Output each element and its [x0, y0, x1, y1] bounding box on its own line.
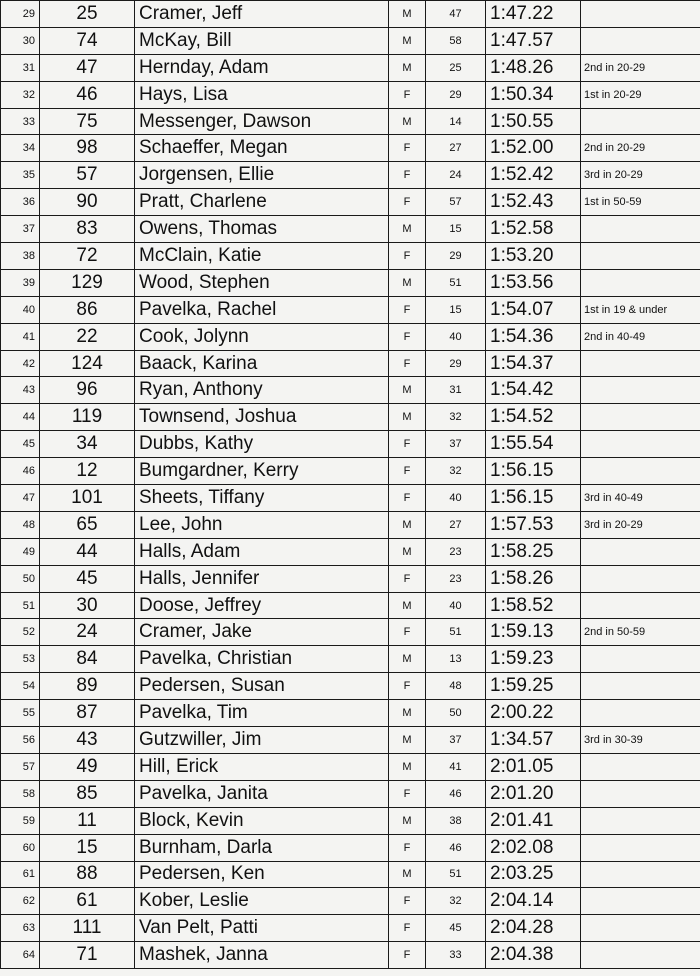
- age-group-award-cell: [581, 565, 700, 592]
- place-cell: 54: [1, 673, 40, 700]
- finish-time-cell: 2:02.08: [486, 834, 581, 861]
- age-cell: 33: [426, 942, 486, 969]
- finish-time-cell: 1:59.23: [486, 646, 581, 673]
- runner-name-cell: Wood, Stephen: [135, 269, 389, 296]
- age-cell: 29: [426, 81, 486, 108]
- place-cell: 63: [1, 915, 40, 942]
- table-row: [1, 753, 700, 780]
- place-cell: 36: [1, 189, 40, 216]
- runner-name-cell: Hernday, Adam: [135, 54, 389, 81]
- sex-cell: F: [389, 323, 426, 350]
- age-group-award-cell: 3rd in 40-49: [581, 485, 700, 512]
- table-row: [1, 296, 700, 323]
- bib-number-cell: 90: [40, 189, 135, 216]
- age-cell: 47: [426, 1, 486, 28]
- table-row: [1, 458, 700, 485]
- finish-time-cell: 2:03.25: [486, 861, 581, 888]
- age-cell: 29: [426, 350, 486, 377]
- age-group-award-cell: [581, 1, 700, 28]
- finish-time-cell: 1:56.15: [486, 485, 581, 512]
- age-group-award-cell: [581, 942, 700, 969]
- table-row: [1, 619, 700, 646]
- age-group-award-cell: 1st in 20-29: [581, 81, 700, 108]
- table-row: [1, 81, 700, 108]
- sex-cell: F: [389, 834, 426, 861]
- bib-number-cell: 83: [40, 216, 135, 243]
- age-cell: 27: [426, 511, 486, 538]
- age-group-award-cell: 2nd in 20-29: [581, 54, 700, 81]
- bib-number-cell: 96: [40, 377, 135, 404]
- finish-time-cell: 1:47.57: [486, 27, 581, 54]
- sex-cell: F: [389, 296, 426, 323]
- finish-time-cell: 1:50.55: [486, 108, 581, 135]
- bib-number-cell: 111: [40, 915, 135, 942]
- age-group-award-cell: 1st in 19 & under: [581, 296, 700, 323]
- place-cell: 52: [1, 619, 40, 646]
- age-group-award-cell: [581, 538, 700, 565]
- age-group-award-cell: 2nd in 50-59: [581, 619, 700, 646]
- place-cell: 46: [1, 458, 40, 485]
- finish-time-cell: 1:53.20: [486, 243, 581, 270]
- age-cell: 41: [426, 753, 486, 780]
- place-cell: 58: [1, 780, 40, 807]
- finish-time-cell: 2:04.14: [486, 888, 581, 915]
- age-cell: 32: [426, 404, 486, 431]
- age-group-award-cell: [581, 753, 700, 780]
- runner-name-cell: Ryan, Anthony: [135, 377, 389, 404]
- age-cell: 37: [426, 727, 486, 754]
- finish-time-cell: 1:56.15: [486, 458, 581, 485]
- sex-cell: M: [389, 538, 426, 565]
- bib-number-cell: 88: [40, 861, 135, 888]
- runner-name-cell: Messenger, Dawson: [135, 108, 389, 135]
- runner-name-cell: Van Pelt, Patti: [135, 915, 389, 942]
- age-cell: 40: [426, 323, 486, 350]
- age-group-award-cell: [581, 780, 700, 807]
- runner-name-cell: Pedersen, Ken: [135, 861, 389, 888]
- bib-number-cell: 12: [40, 458, 135, 485]
- bib-number-cell: 65: [40, 511, 135, 538]
- bib-number-cell: 89: [40, 673, 135, 700]
- table-row: [1, 834, 700, 861]
- age-group-award-cell: [581, 350, 700, 377]
- place-cell: 51: [1, 592, 40, 619]
- finish-time-cell: 1:59.25: [486, 673, 581, 700]
- age-cell: 13: [426, 646, 486, 673]
- bib-number-cell: 74: [40, 27, 135, 54]
- bib-number-cell: 11: [40, 807, 135, 834]
- finish-time-cell: 1:48.26: [486, 54, 581, 81]
- bib-number-cell: 22: [40, 323, 135, 350]
- table-row: [1, 431, 700, 458]
- sex-cell: F: [389, 565, 426, 592]
- finish-time-cell: 1:54.37: [486, 350, 581, 377]
- age-group-award-cell: [581, 807, 700, 834]
- table-row: [1, 861, 700, 888]
- sex-cell: F: [389, 350, 426, 377]
- sex-cell: F: [389, 619, 426, 646]
- place-cell: 64: [1, 942, 40, 969]
- age-group-award-cell: [581, 108, 700, 135]
- age-group-award-cell: [581, 216, 700, 243]
- finish-time-cell: 2:01.41: [486, 807, 581, 834]
- finish-time-cell: 1:58.52: [486, 592, 581, 619]
- age-cell: 58: [426, 27, 486, 54]
- finish-time-cell: 1:55.54: [486, 431, 581, 458]
- place-cell: 42: [1, 350, 40, 377]
- age-cell: 29: [426, 243, 486, 270]
- runner-name-cell: Schaeffer, Megan: [135, 135, 389, 162]
- finish-time-cell: 2:04.38: [486, 942, 581, 969]
- table-row: [1, 162, 700, 189]
- age-group-award-cell: 1st in 50-59: [581, 189, 700, 216]
- runner-name-cell: McClain, Katie: [135, 243, 389, 270]
- runner-name-cell: Pavelka, Janita: [135, 780, 389, 807]
- sex-cell: F: [389, 162, 426, 189]
- sex-cell: M: [389, 511, 426, 538]
- place-cell: 34: [1, 135, 40, 162]
- age-group-award-cell: [581, 834, 700, 861]
- table-row: [1, 135, 700, 162]
- bib-number-cell: 49: [40, 753, 135, 780]
- place-cell: 43: [1, 377, 40, 404]
- runner-name-cell: Kober, Leslie: [135, 888, 389, 915]
- place-cell: 55: [1, 700, 40, 727]
- runner-name-cell: Pavelka, Christian: [135, 646, 389, 673]
- runner-name-cell: Cook, Jolynn: [135, 323, 389, 350]
- place-cell: 31: [1, 54, 40, 81]
- age-group-award-cell: [581, 404, 700, 431]
- runner-name-cell: Jorgensen, Ellie: [135, 162, 389, 189]
- finish-time-cell: 1:54.52: [486, 404, 581, 431]
- bib-number-cell: 75: [40, 108, 135, 135]
- age-cell: 23: [426, 538, 486, 565]
- runner-name-cell: Sheets, Tiffany: [135, 485, 389, 512]
- age-cell: 15: [426, 216, 486, 243]
- table-row: [1, 888, 700, 915]
- finish-time-cell: 1:52.42: [486, 162, 581, 189]
- sex-cell: F: [389, 81, 426, 108]
- age-cell: 14: [426, 108, 486, 135]
- age-group-award-cell: [581, 592, 700, 619]
- age-cell: 46: [426, 834, 486, 861]
- finish-time-cell: 1:54.42: [486, 377, 581, 404]
- table-row: [1, 54, 700, 81]
- bib-number-cell: 30: [40, 592, 135, 619]
- runner-name-cell: Burnham, Darla: [135, 834, 389, 861]
- age-group-award-cell: 3rd in 30-39: [581, 727, 700, 754]
- sex-cell: M: [389, 592, 426, 619]
- table-row: [1, 485, 700, 512]
- runner-name-cell: Baack, Karina: [135, 350, 389, 377]
- sex-cell: F: [389, 243, 426, 270]
- bib-number-cell: 124: [40, 350, 135, 377]
- runner-name-cell: Pavelka, Rachel: [135, 296, 389, 323]
- age-group-award-cell: 3rd in 20-29: [581, 162, 700, 189]
- runner-name-cell: Mashek, Janna: [135, 942, 389, 969]
- finish-time-cell: 1:47.22: [486, 1, 581, 28]
- runner-name-cell: Cramer, Jeff: [135, 1, 389, 28]
- sex-cell: M: [389, 216, 426, 243]
- sex-cell: F: [389, 888, 426, 915]
- table-row: [1, 350, 700, 377]
- age-group-award-cell: [581, 269, 700, 296]
- table-row: [1, 565, 700, 592]
- place-cell: 33: [1, 108, 40, 135]
- table-row: [1, 646, 700, 673]
- table-row: [1, 108, 700, 135]
- age-cell: 37: [426, 431, 486, 458]
- bib-number-cell: 71: [40, 942, 135, 969]
- age-cell: 50: [426, 700, 486, 727]
- age-cell: 27: [426, 135, 486, 162]
- age-cell: 38: [426, 807, 486, 834]
- table-row: [1, 700, 700, 727]
- age-group-award-cell: [581, 861, 700, 888]
- runner-name-cell: Gutzwiller, Jim: [135, 727, 389, 754]
- age-cell: 45: [426, 915, 486, 942]
- bib-number-cell: 24: [40, 619, 135, 646]
- finish-time-cell: 1:50.34: [486, 81, 581, 108]
- age-group-award-cell: [581, 377, 700, 404]
- age-group-award-cell: [581, 431, 700, 458]
- place-cell: 38: [1, 243, 40, 270]
- bib-number-cell: 87: [40, 700, 135, 727]
- age-group-award-cell: [581, 888, 700, 915]
- runner-name-cell: Doose, Jeffrey: [135, 592, 389, 619]
- place-cell: 35: [1, 162, 40, 189]
- sex-cell: F: [389, 942, 426, 969]
- table-row: [1, 538, 700, 565]
- place-cell: 53: [1, 646, 40, 673]
- finish-time-cell: 1:34.57: [486, 727, 581, 754]
- age-cell: 51: [426, 619, 486, 646]
- place-cell: 29: [1, 1, 40, 28]
- finish-time-cell: 1:54.07: [486, 296, 581, 323]
- age-group-award-cell: [581, 700, 700, 727]
- age-cell: 57: [426, 189, 486, 216]
- finish-time-cell: 2:01.20: [486, 780, 581, 807]
- bib-number-cell: 61: [40, 888, 135, 915]
- finish-time-cell: 1:59.13: [486, 619, 581, 646]
- sex-cell: M: [389, 1, 426, 28]
- place-cell: 56: [1, 727, 40, 754]
- sex-cell: F: [389, 458, 426, 485]
- finish-time-cell: 1:58.25: [486, 538, 581, 565]
- table-row: [1, 243, 700, 270]
- bib-number-cell: 85: [40, 780, 135, 807]
- bib-number-cell: 57: [40, 162, 135, 189]
- age-group-award-cell: [581, 915, 700, 942]
- sex-cell: M: [389, 727, 426, 754]
- sex-cell: F: [389, 485, 426, 512]
- bib-number-cell: 25: [40, 1, 135, 28]
- table-row: [1, 323, 700, 350]
- age-cell: 51: [426, 861, 486, 888]
- age-cell: 46: [426, 780, 486, 807]
- runner-name-cell: Pavelka, Tim: [135, 700, 389, 727]
- runner-name-cell: Cramer, Jake: [135, 619, 389, 646]
- table-row: [1, 377, 700, 404]
- table-row: [1, 915, 700, 942]
- sex-cell: M: [389, 377, 426, 404]
- place-cell: 32: [1, 81, 40, 108]
- place-cell: 60: [1, 834, 40, 861]
- finish-time-cell: 2:00.22: [486, 700, 581, 727]
- table-row: [1, 404, 700, 431]
- bib-number-cell: 129: [40, 269, 135, 296]
- sex-cell: F: [389, 189, 426, 216]
- sex-cell: M: [389, 700, 426, 727]
- place-cell: 45: [1, 431, 40, 458]
- age-cell: 24: [426, 162, 486, 189]
- age-cell: 48: [426, 673, 486, 700]
- table-row: [1, 1, 700, 28]
- age-group-award-cell: [581, 243, 700, 270]
- bib-number-cell: 98: [40, 135, 135, 162]
- place-cell: 39: [1, 269, 40, 296]
- sex-cell: M: [389, 753, 426, 780]
- bib-number-cell: 43: [40, 727, 135, 754]
- runner-name-cell: Townsend, Joshua: [135, 404, 389, 431]
- place-cell: 40: [1, 296, 40, 323]
- place-cell: 49: [1, 538, 40, 565]
- runner-name-cell: Lee, John: [135, 511, 389, 538]
- age-cell: 23: [426, 565, 486, 592]
- table-row: [1, 673, 700, 700]
- finish-time-cell: 1:52.43: [486, 189, 581, 216]
- sex-cell: F: [389, 915, 426, 942]
- sex-cell: M: [389, 404, 426, 431]
- age-group-award-cell: [581, 27, 700, 54]
- table-row: [1, 269, 700, 296]
- bib-number-cell: 44: [40, 538, 135, 565]
- finish-time-cell: 1:58.26: [486, 565, 581, 592]
- place-cell: 37: [1, 216, 40, 243]
- table-row: [1, 942, 700, 969]
- age-cell: 40: [426, 485, 486, 512]
- sex-cell: M: [389, 807, 426, 834]
- place-cell: 57: [1, 753, 40, 780]
- age-cell: 32: [426, 458, 486, 485]
- finish-time-cell: 1:57.53: [486, 511, 581, 538]
- bib-number-cell: 119: [40, 404, 135, 431]
- table-row: [1, 216, 700, 243]
- place-cell: 61: [1, 861, 40, 888]
- place-cell: 62: [1, 888, 40, 915]
- bib-number-cell: 84: [40, 646, 135, 673]
- table-row: [1, 780, 700, 807]
- runner-name-cell: Bumgardner, Kerry: [135, 458, 389, 485]
- age-cell: 25: [426, 54, 486, 81]
- bib-number-cell: 47: [40, 54, 135, 81]
- sex-cell: F: [389, 673, 426, 700]
- finish-time-cell: 1:52.00: [486, 135, 581, 162]
- bib-number-cell: 34: [40, 431, 135, 458]
- runner-name-cell: McKay, Bill: [135, 27, 389, 54]
- runner-name-cell: Block, Kevin: [135, 807, 389, 834]
- bib-number-cell: 72: [40, 243, 135, 270]
- table-row: [1, 27, 700, 54]
- bib-number-cell: 101: [40, 485, 135, 512]
- age-cell: 40: [426, 592, 486, 619]
- sex-cell: M: [389, 54, 426, 81]
- age-cell: 32: [426, 888, 486, 915]
- place-cell: 48: [1, 511, 40, 538]
- runner-name-cell: Dubbs, Kathy: [135, 431, 389, 458]
- table-row: [1, 592, 700, 619]
- bib-number-cell: 15: [40, 834, 135, 861]
- sex-cell: M: [389, 108, 426, 135]
- runner-name-cell: Halls, Jennifer: [135, 565, 389, 592]
- place-cell: 44: [1, 404, 40, 431]
- bib-number-cell: 45: [40, 565, 135, 592]
- age-group-award-cell: 3rd in 20-29: [581, 511, 700, 538]
- sex-cell: F: [389, 135, 426, 162]
- sex-cell: M: [389, 269, 426, 296]
- table-row: [1, 189, 700, 216]
- bib-number-cell: 86: [40, 296, 135, 323]
- runner-name-cell: Pedersen, Susan: [135, 673, 389, 700]
- runner-name-cell: Halls, Adam: [135, 538, 389, 565]
- age-group-award-cell: [581, 673, 700, 700]
- age-group-award-cell: 2nd in 40-49: [581, 323, 700, 350]
- age-group-award-cell: [581, 646, 700, 673]
- finish-time-cell: 1:52.58: [486, 216, 581, 243]
- finish-time-cell: 1:53.56: [486, 269, 581, 296]
- place-cell: 47: [1, 485, 40, 512]
- bib-number-cell: 46: [40, 81, 135, 108]
- runner-name-cell: Pratt, Charlene: [135, 189, 389, 216]
- table-row: [1, 727, 700, 754]
- finish-time-cell: 1:54.36: [486, 323, 581, 350]
- place-cell: 41: [1, 323, 40, 350]
- finish-time-cell: 2:04.28: [486, 915, 581, 942]
- runner-name-cell: Hays, Lisa: [135, 81, 389, 108]
- table-row: [1, 807, 700, 834]
- sex-cell: M: [389, 646, 426, 673]
- sex-cell: F: [389, 780, 426, 807]
- runner-name-cell: Owens, Thomas: [135, 216, 389, 243]
- place-cell: 50: [1, 565, 40, 592]
- sex-cell: M: [389, 861, 426, 888]
- age-cell: 51: [426, 269, 486, 296]
- place-cell: 59: [1, 807, 40, 834]
- age-group-award-cell: [581, 458, 700, 485]
- sex-cell: M: [389, 27, 426, 54]
- runner-name-cell: Hill, Erick: [135, 753, 389, 780]
- age-cell: 31: [426, 377, 486, 404]
- table-row: [1, 511, 700, 538]
- finish-time-cell: 2:01.05: [486, 753, 581, 780]
- age-group-award-cell: 2nd in 20-29: [581, 135, 700, 162]
- results-rows: [1, 1, 700, 969]
- place-cell: 30: [1, 27, 40, 54]
- sex-cell: F: [389, 431, 426, 458]
- age-cell: 15: [426, 296, 486, 323]
